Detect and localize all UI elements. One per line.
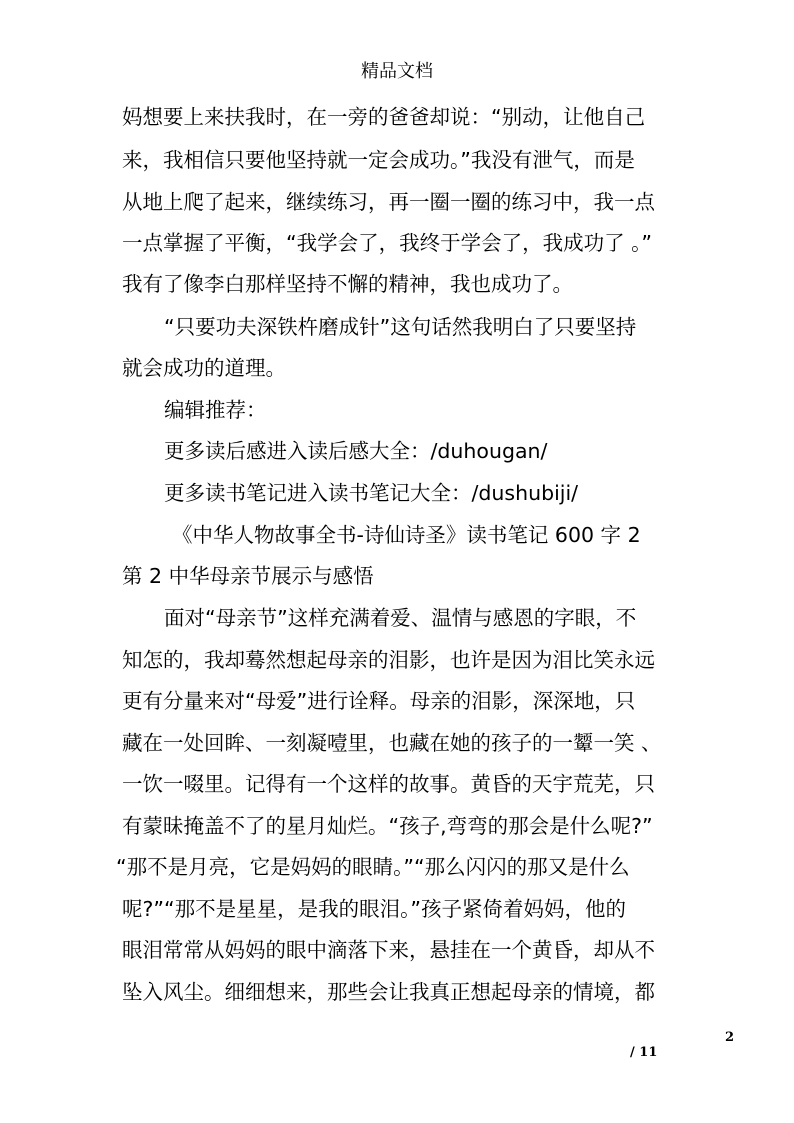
text-line: 更多读后感进入读后感大全：/duhougan/ [164, 439, 548, 463]
text-line: 第 2 中华母亲节展示与感悟 [122, 564, 374, 588]
text-line: 《中华人物故事全书-诗仙诗圣》读书笔记 600 字 2 [172, 523, 641, 547]
text-line: 编辑推荐： [164, 398, 267, 422]
text-line: 知怎的，我却蓦然想起母亲的泪影，也许是因为泪比笑永远 [122, 648, 655, 672]
text-line: 来，我相信只要他坚持就一定会成功。”我没有泄气，而是 [122, 148, 635, 172]
text-line: 更多读书笔记进入读书笔记大全：/dushubiji/ [164, 481, 579, 505]
text-line: 一饮一啜里。记得有一个这样的故事。黄昏的天宇荒芜，只 [122, 772, 655, 796]
document-header: 精品文档 [361, 61, 433, 82]
text-line: 从地上爬了起来，继续练习，再一圈一圈的练习中，我一点 [122, 190, 655, 214]
text-line: 藏在一处回眸、一刻凝噎里，也藏在她的孩子的一颦一笑 、 [122, 731, 662, 755]
text-line: 妈想要上来扶我时，在一旁的爸爸却说：“别动，让他自己 [122, 105, 646, 129]
page-number: 2 [725, 1030, 735, 1045]
text-line: 呢?”“那不是星星，是我的眼泪。”孩子紧倚着妈妈，他的 [122, 897, 626, 921]
text-line: 坠入风尘。细细想来，那些会让我真正想起母亲的情境，都 [122, 980, 655, 1004]
text-line: 眼泪常常从妈妈的眼中滴落下来，悬挂在一个黄昏，却从不 [122, 938, 655, 962]
text-line: 一点掌握了平衡，“我学会了，我终于学会了，我成功了 。” [122, 231, 653, 255]
text-line: 有蒙昧掩盖不了的星月灿烂。“孩子,弯弯的那会是什么呢?” [122, 814, 653, 838]
text-line: “那不是月亮，它是妈妈的眼睛。”“那么闪闪的那又是什么 [116, 855, 630, 879]
text-line: 更有分量来对“母爱”进行诠释。母亲的泪影，深深地，只 [122, 689, 636, 713]
text-line: “只要功夫深铁杵磨成针”这句话然我明白了只要坚持 [164, 315, 637, 339]
text-line: 面对“母亲节”这样充满着爱、温情与感恩的字眼，不 [164, 606, 637, 630]
page-total: / 11 [630, 1045, 658, 1060]
text-line: 就会成功的道理。 [122, 356, 286, 380]
text-line: 我有了像李白那样坚持不懈的精神，我也成功了。 [122, 272, 573, 296]
